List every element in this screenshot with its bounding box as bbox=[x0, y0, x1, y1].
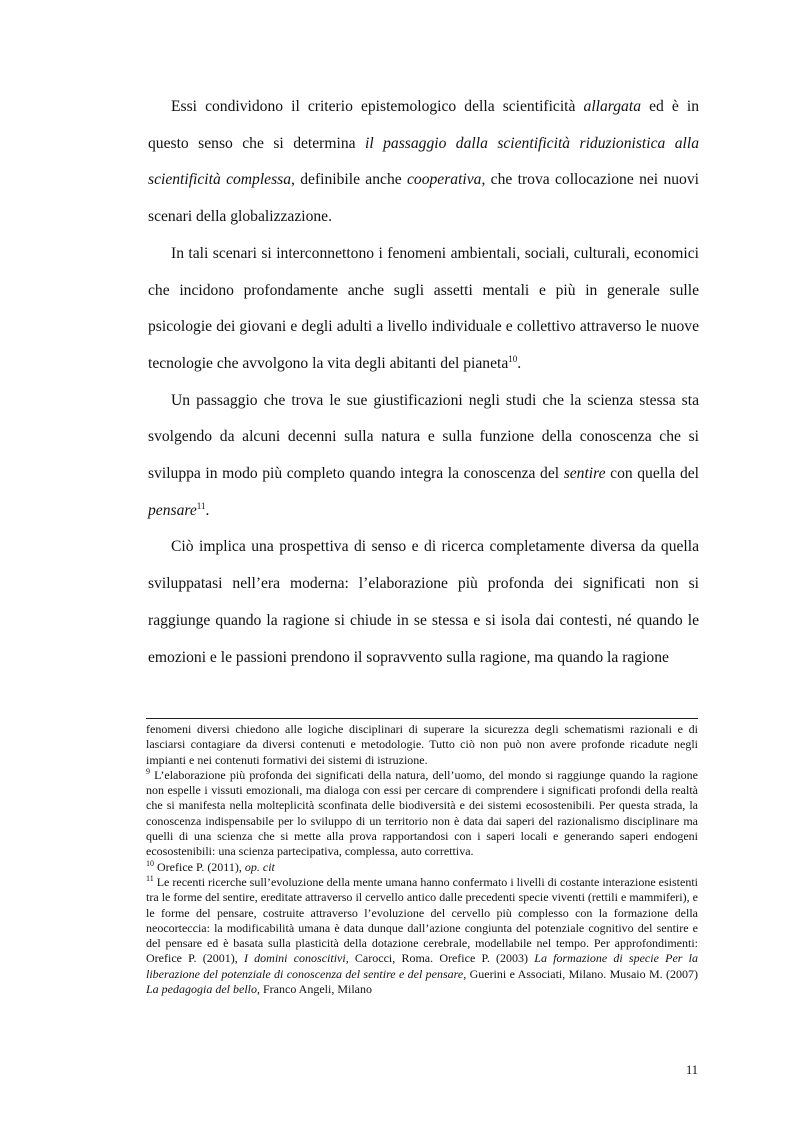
paragraph-2 bbox=[148, 236, 699, 383]
italic-text: op. cit bbox=[244, 859, 275, 874]
text-run: ed è in questo senso che si determina bbox=[148, 98, 700, 152]
footnote-9 bbox=[146, 768, 698, 860]
italic-text: La pedagogia del bello bbox=[146, 982, 257, 997]
paragraph-3 bbox=[148, 383, 699, 530]
text-run: Un passaggio che trova le sue giustificazioni negli studi che la scienza stessa sta svolgendo da alcuni decenni sulla natura e sulla funzione della conoscenza che si sviluppa in modo più completo quando integra la conoscenza del bbox=[148, 391, 699, 483]
footnote-separator bbox=[146, 718, 698, 719]
footnote-ref: 10 bbox=[508, 353, 518, 364]
text-run: L’elaborazione più profonda dei significati della natura, dell’uomo, del mondo si raggiunge quando la ragione non espelle i vissuti emozionali, ma dialoga con essi per cercare di comprendere i significati profondi della realtà che si manifesta nella molteplicità sconfinata delle biodiversità e dei sistemi ecosostenibili. Per questa strada, la conoscenza indispensabile per lo sviluppo di un territorio non è data dai saperi del razionalismo disciplinare ma quelli di una scienza che si mette alla prova rapportandosi con i saperi locali e generando saperi endogeni ecosostenibili: una scienza partecipativa, complessa, auto correttiva. bbox=[146, 767, 698, 859]
text-run: , Franco Angeli, Milano bbox=[257, 982, 372, 997]
text-run: In tali scenari si interconnettono i fenomeni ambientali, sociali, culturali, economici che incidono profondamente anche sugli assetti mentali e più in generale sulle psicologie dei giovani e degli adulti a livello individuale e collettivo attraverso le nuove tecnologie che avvolgono la vita degli abitanti del pianeta bbox=[148, 244, 699, 372]
italic-text: La formazione di specie Per la liberazione del potenziale di conoscenza del sentire e del pensare, bbox=[146, 951, 698, 981]
text-run: , che trova collocazione nei nuovi scenari della globalizzazione. bbox=[148, 171, 699, 226]
footnote-ref: 9 bbox=[146, 766, 150, 776]
footnotes bbox=[146, 722, 698, 997]
footnote-ref: 11 bbox=[196, 500, 206, 511]
text-run: con quella del bbox=[605, 465, 699, 483]
italic-text: I domini conoscitivi, bbox=[243, 951, 349, 966]
italic-text: sentire bbox=[563, 465, 606, 483]
footnote-10 bbox=[146, 860, 698, 875]
italic-text: pensare bbox=[148, 501, 197, 519]
text-run: Carocci, Roma. Orefice P. (2003) bbox=[348, 951, 535, 966]
italic-text: cooperativa bbox=[406, 171, 482, 189]
page-number: 11 bbox=[685, 1063, 698, 1077]
text-run: . bbox=[205, 501, 210, 519]
italic-text: allargata bbox=[583, 98, 641, 115]
text-run: Essi condividono il criterio epistemologico della scientificità bbox=[171, 98, 584, 115]
footnote-continuation bbox=[146, 722, 698, 768]
text-run: . bbox=[517, 354, 522, 372]
paragraph-4 bbox=[148, 529, 699, 676]
text-run: Guerini e Associati, Milano. Musaio M. (2007) bbox=[466, 966, 698, 981]
italic-text: il passaggio dalla scientificità riduzionistica alla scientificità complessa bbox=[148, 134, 699, 189]
footnote-ref: 11 bbox=[146, 873, 154, 883]
text-run: Orefice P. (2011), bbox=[154, 859, 245, 874]
body-text bbox=[148, 89, 699, 676]
text-run: Le recenti ricerche sull’evoluzione della mente umana hanno confermato i livelli di costante interazione esistenti tra le forme del sentire, ereditate attraverso il cervello antico dalle precedenti specie viventi (rettili e mammiferi), e le forme del pensare, costruite attraverso l’evoluzione del cervello più complesso con la formazione della neocorteccia: la modificabilità umana è data dunque dall’azione congiunta del potenziale cognitivo del sentire e del pensare ed è basata sulla plasticità della dotazione cerebrale, modellabile nel tempo. Per approfondimenti: Orefice P. (2001), bbox=[146, 874, 698, 966]
footnote-ref: 10 bbox=[146, 858, 154, 868]
text-run: fenomeni diversi chiedono alle logiche disciplinari di superare la sicurezza degli schematismi razionali e di lasciarsi contagiare da diversi contenuti e metodologie. Tutto ciò non può non avere profonde ricadute negli impianti e nei contenuti formativi dei sistemi di istruzione. bbox=[146, 722, 698, 767]
paragraph-1 bbox=[148, 89, 699, 236]
footnote-11 bbox=[146, 875, 698, 997]
text-run: Ciò implica una prospettiva di senso e di ricerca completamente diversa da quella sviluppatasi nell’era moderna: l’elaborazione più profonda dei significati non si raggiunge quando la ragione si chiude in se stessa e si isola dai contesti, né quando le emozioni e le passioni prendono il sopravvento sulla ragione, ma quando la ragione bbox=[148, 538, 699, 666]
text-run: , definibile anche bbox=[291, 171, 407, 189]
